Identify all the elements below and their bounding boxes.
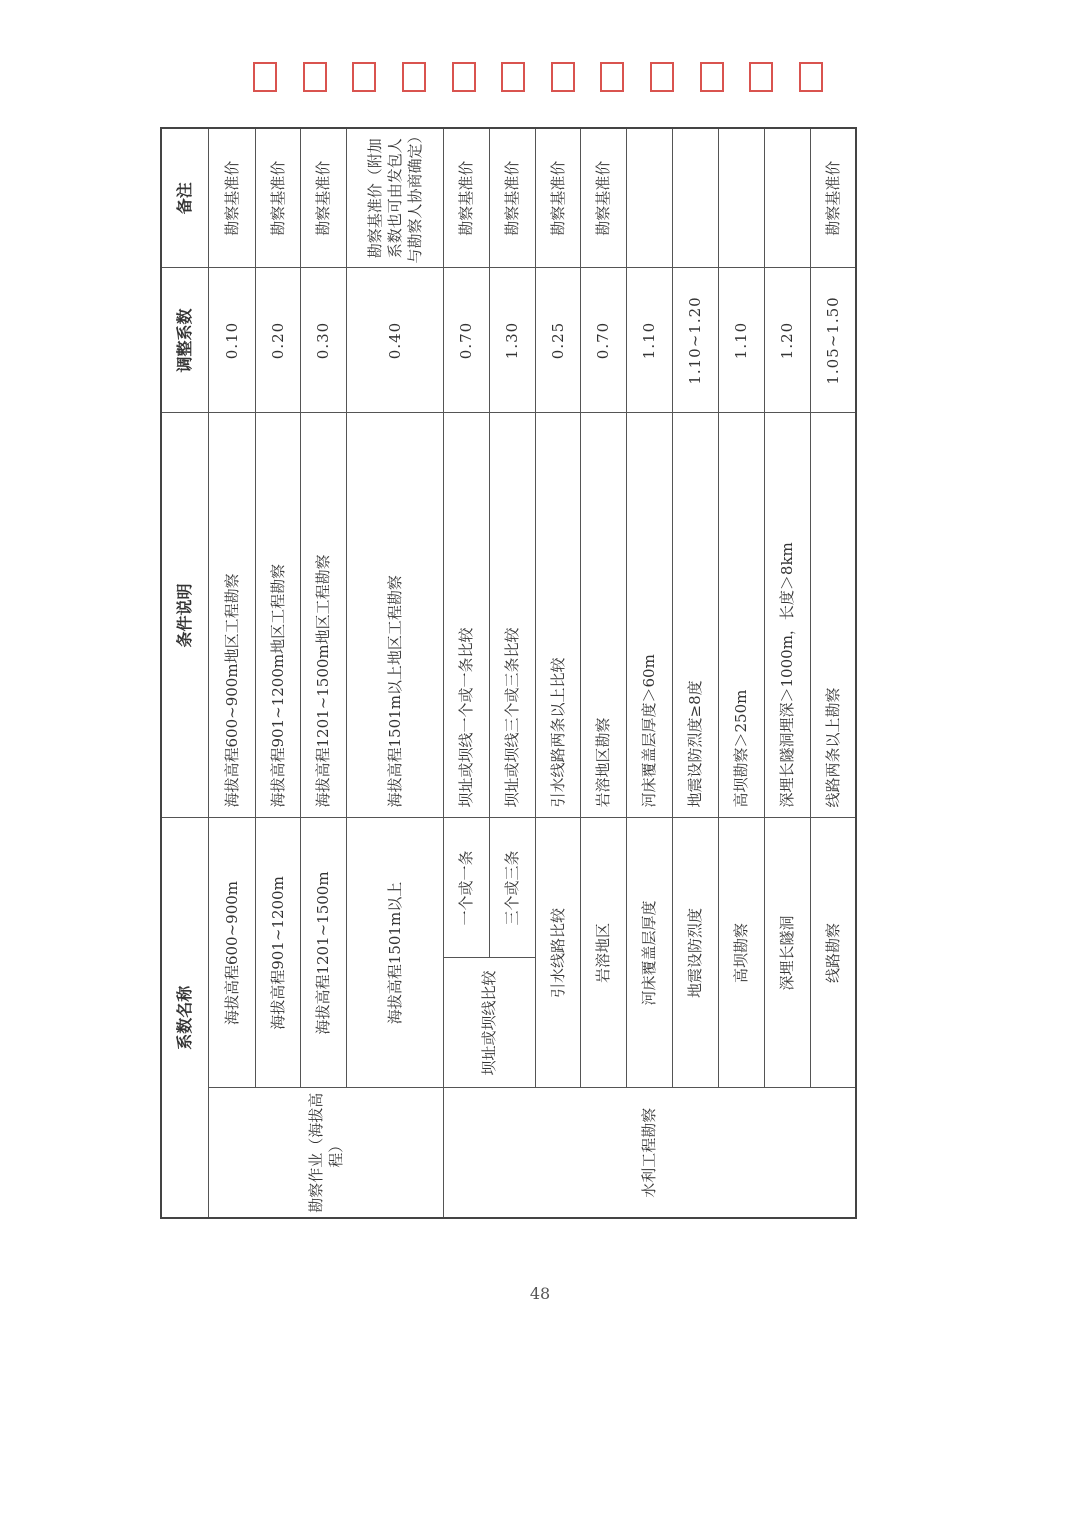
condition-cell: 引水线路两条以上比较 [535, 413, 580, 818]
condition-cell: 海拔高程600~900m地区工程勘察 [208, 413, 255, 818]
page-number: 48 [529, 1284, 551, 1303]
remark-cell: 勘察基准价 [443, 128, 489, 268]
stamp-box [650, 62, 674, 92]
coef-cell: 1.30 [489, 268, 535, 413]
condition-cell: 高坝勘察＞250m [718, 413, 764, 818]
rotated-table-container [160, 129, 854, 1219]
table-row [443, 128, 489, 1218]
condition-cell: 岩溶地区勘察 [580, 413, 626, 818]
stamp-box [352, 62, 376, 92]
coef-cell: 0.10 [208, 268, 255, 413]
coef-cell: 0.25 [535, 268, 580, 413]
condition-cell: 海拔高程1501m以上地区工程勘察 [346, 413, 443, 818]
remark-cell: 勘察基准价 [208, 128, 255, 268]
header-stamp-boxes [253, 62, 823, 96]
table-header-row [161, 128, 208, 1218]
remark-cell [626, 128, 672, 268]
table-row [208, 128, 255, 1218]
condition-cell: 河床覆盖层厚度＞60m [626, 413, 672, 818]
coef-cell: 1.10 [718, 268, 764, 413]
table-row [626, 128, 672, 1218]
condition-cell: 坝址或坝线三个或三条比较 [489, 413, 535, 818]
coef-cell: 1.10 [626, 268, 672, 413]
coef-cell: 0.40 [346, 268, 443, 413]
coef-name-cell: 海拔高程1501m以上 [346, 818, 443, 1088]
stamp-box [551, 62, 575, 92]
remark-cell: 勘察基准价 [580, 128, 626, 268]
coef-name-cell: 海拔高程1201~1500m [300, 818, 346, 1088]
coef-cell: 0.70 [580, 268, 626, 413]
remark-cell [672, 128, 718, 268]
coef-subname-cell: 一个或一条 [443, 818, 489, 958]
category-water-conservancy: 水利工程勘察 [443, 1088, 856, 1218]
table-wrapper [160, 129, 854, 1219]
table-row [718, 128, 764, 1218]
condition-cell: 海拔高程1201~1500m地区工程勘察 [300, 413, 346, 818]
coef-name-cell: 高坝勘察 [718, 818, 764, 1088]
remark-cell: 勘察基准价 [255, 128, 300, 268]
coef-cell: 0.70 [443, 268, 489, 413]
condition-cell: 深埋长隧洞埋深＞1000m，长度＞8km [764, 413, 810, 818]
table-row [580, 128, 626, 1218]
coefficient-table [160, 127, 857, 1219]
header-coef-name: 系数名称 [161, 818, 208, 1218]
condition-cell: 地震设防烈度≥8度 [672, 413, 718, 818]
stamp-box [303, 62, 327, 92]
table-row [764, 128, 810, 1218]
condition-cell: 海拔高程901~1200m地区工程勘察 [255, 413, 300, 818]
table-row [810, 128, 856, 1218]
table-row [346, 128, 443, 1218]
coef-cell: 0.20 [255, 268, 300, 413]
header-condition: 条件说明 [161, 413, 208, 818]
remark-cell: 勘察基准价 [300, 128, 346, 268]
coef-name-cell: 岩溶地区 [580, 818, 626, 1088]
remark-cell: 勘察基准价 [535, 128, 580, 268]
coef-name-cell: 地震设防烈度 [672, 818, 718, 1088]
remark-cell: 勘察基准价 [810, 128, 856, 268]
stamp-box [501, 62, 525, 92]
stamp-box [799, 62, 823, 92]
coef-name-cell: 坝址或坝线比较 [443, 958, 535, 1088]
coef-name-cell: 线路勘察 [810, 818, 856, 1088]
category-survey-altitude: 勘察作业（海拔高程） [208, 1088, 443, 1218]
remark-cell [764, 128, 810, 268]
stamp-box [402, 62, 426, 92]
header-remark: 备注 [161, 128, 208, 268]
table-row [300, 128, 346, 1218]
coef-name-cell: 引水线路比较 [535, 818, 580, 1088]
table-row [255, 128, 300, 1218]
remark-cell: 勘察基准价（附加系数也可由发包人与勘察人协商确定） [346, 128, 443, 268]
stamp-box [452, 62, 476, 92]
coef-name-cell: 海拔高程901~1200m [255, 818, 300, 1088]
condition-cell: 线路两条以上勘察 [810, 413, 856, 818]
stamp-box [749, 62, 773, 92]
coef-subname-cell: 三个或三条 [489, 818, 535, 958]
stamp-box [700, 62, 724, 92]
coef-cell: 1.10~1.20 [672, 268, 718, 413]
coef-cell: 1.20 [764, 268, 810, 413]
stamp-box [253, 62, 277, 92]
coef-name-cell: 海拔高程600~900m [208, 818, 255, 1088]
coef-cell: 1.05~1.50 [810, 268, 856, 413]
table-row [535, 128, 580, 1218]
remark-cell: 勘察基准价 [489, 128, 535, 268]
coef-name-cell: 深埋长隧洞 [764, 818, 810, 1088]
stamp-box [600, 62, 624, 92]
coef-name-cell: 河床覆盖层厚度 [626, 818, 672, 1088]
header-coef: 调整系数 [161, 268, 208, 413]
table-row [672, 128, 718, 1218]
remark-cell [718, 128, 764, 268]
condition-cell: 坝址或坝线一个或一条比较 [443, 413, 489, 818]
coef-cell: 0.30 [300, 268, 346, 413]
